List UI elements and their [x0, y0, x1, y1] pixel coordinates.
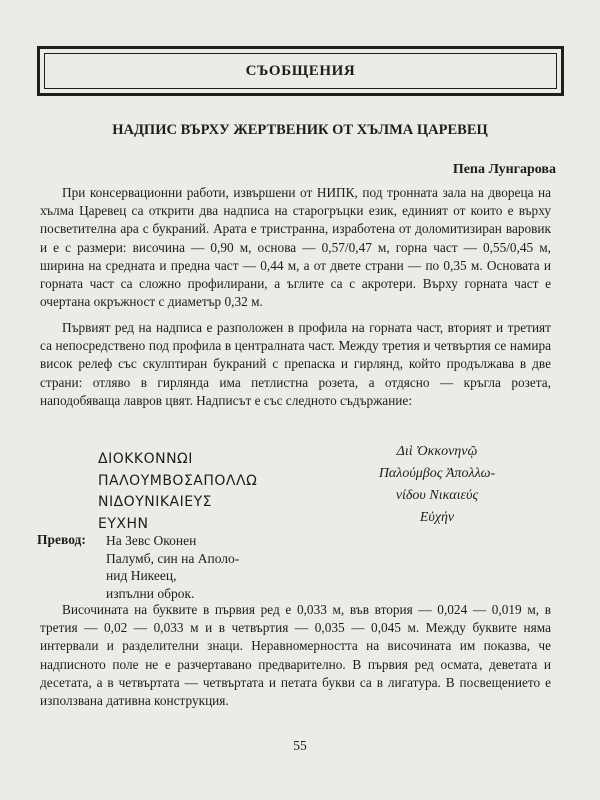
- translation-line-1: На Зевс Оконен: [106, 533, 197, 548]
- page-number: 55: [293, 738, 307, 753]
- translation-label: Превод:: [37, 532, 86, 547]
- section-header-box: [37, 46, 564, 96]
- translation-line-4: изпълни оброк.: [106, 585, 195, 601]
- transcription-line-4: Εὐχήν: [419, 510, 455, 525]
- translation-line-2: Палумб, син на Аполо-: [106, 550, 240, 566]
- inscription-original: [98, 449, 257, 535]
- author-name: Пепа Лунгарова: [452, 162, 556, 177]
- paragraph-3: [40, 601, 551, 710]
- inscription-line-1: ΔΙΟΚΚΟΝΝΩΙ: [98, 451, 193, 467]
- article-title: НАДПИС ВЪРХУ ЖЕРТВЕНИК ОТ ХЪЛМА ЦАРЕВЕЦ: [112, 122, 488, 138]
- transcription-line-2: Παλούμβος Ἀπολλω-: [378, 466, 496, 481]
- inscription-line-4: ΕΥΧΗΝ: [98, 515, 149, 532]
- section-header-inner-frame: [44, 53, 557, 89]
- inscription-line-3: ΝΙΔΟΥΝΙΚΑΙΕΥΣ: [98, 494, 212, 510]
- paragraph-2: [40, 319, 551, 410]
- section-header-title: СЪОБЩЕНИЯ: [245, 62, 356, 79]
- inscription-line-2: ΠΑΛΟΥΜΒΟΣΑΠΟΛΛΩ: [98, 472, 258, 489]
- paragraph-1: [40, 184, 551, 311]
- paragraph-3-text: Височината на буквите в първия ред е 0,033 м, във втория — 0,024 — 0,019 м, в третия — 0,02 — 0,033 м и в четвъртия — 0,035 — 0,045 м. Между буквите няма интервали и разделителни знаци. Неравномерността на височината им показва, че надписното поле не е разчертавано предварително. В първия ред осмата, деветата и десетата, а в четвъртата — четвъртата и петата букви са в лигатура. В посвещението е използвана дативна конструкция.: [40, 602, 551, 709]
- translation-text: [106, 532, 239, 602]
- transcription-line-1: Διὶ Ὀκκονηνῷ: [396, 444, 478, 459]
- paragraph-1-text: При консервационни работи, извършени от НИПК, под тронната зала на дворецa на хълма Царевец са открити два надписа на старогръцки език, единият от които е върху посветителна ара с букраний. Арата е тристранна, изработена от доломитизиран варовик и е с размери: височина — 0,90 м, основа — 0,57/0,47 м, горна част — 0,55/0,45 м, ширина на средната и предна част — 0,44 м, а от двете страни — по 0,35 м. Основата и горната част са сложно профилирани, а ъглите са с акротери. Върху горната част е очертана окръжност с диаметър 0,32 м.: [40, 185, 551, 310]
- inscription-transcription: [350, 441, 524, 529]
- translation-line-3: нид Никеец,: [106, 568, 177, 583]
- transcription-line-3: νίδου Νικαιεύς: [395, 488, 479, 503]
- paragraph-2-text: Първият ред на надписа е разположен в профила на горната част, вторият и третият са непосредствено под профила в централната част. Между третия и четвъртия се намира висок релеф със скулптиран букраний с препаска и гирлянд, който продължава в две страни: отляво в гирлянда има петлистна розета, а отдясно — кръгла розета, наподобяваща лавров цвят. Надписът е със следното съдържание:: [40, 320, 551, 408]
